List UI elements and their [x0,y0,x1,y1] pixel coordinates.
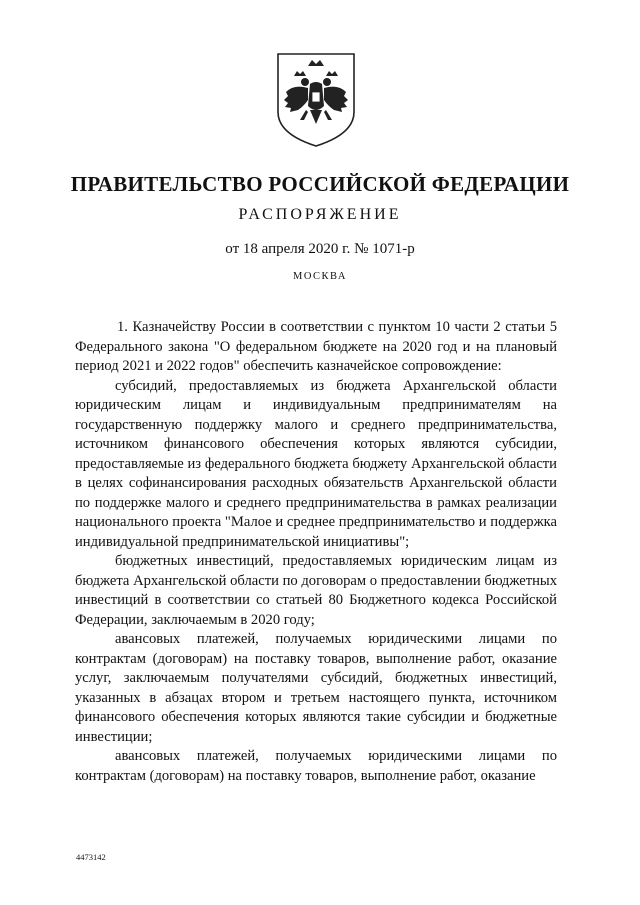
russian-coat-of-arms-icon [272,50,360,150]
paragraph-2: субсидий, предоставляемых из бюджета Архангельской области юридическим лицам и индивидуальным предпринимателям на государственную поддержку малого и среднего предпринимательства, источником финансового обеспечения которых являются субсидии, предоставляемые из федерального бюджета бюджету Архангельской области в целях софинансирования расходных обязательств Архангельской области по поддержке малого и среднего предпринимательства в рамках реализации национального проекта "Малое и среднее предпринимательство и поддержка индивидуальной предпринимательской инициативы"; [75,377,557,550]
document-date-number: от 18 апреля 2020 г. № 1071-р [225,241,415,257]
government-title: ПРАВИТЕЛЬСТВО РОССИЙСКОЙ ФЕДЕРАЦИИ [70,172,570,196]
document-code: 4473142 [76,852,106,862]
paragraph-5: авансовых платежей, получаемых юридическими лицами по контрактам (договорам) на поставку товаров, выполнение работ, оказание [75,748,557,784]
paragraph-3: бюджетных инвестиций, предоставляемых юридическим лицам из бюджета Архангельской области по договорам о предоставлении бюджетных инвестиций в соответствии со статьей 80 Бюджетного кодекса Российской Федерации, заключаемым в 2020 году; [75,553,557,628]
paragraph-1: 1. Казначейству России в соответствии с пунктом 10 части 2 статьи 5 Федерального закона "О федеральном бюджете на 2020 год и на плановый период 2021 и 2022 годов" обеспечить казначейское сопровождение: [75,319,557,374]
paragraph-4: авансовых платежей, получаемых юридическими лицами по контрактам (договорам) на поставку товаров, выполнение работ, оказание услуг, заключаемым получателями субсидий, бюджетных инвестиций, указанных в абзацах втором и третьем настоящего пункта, источником финансового обеспечения которых являются такие субсидии и бюджетные инвестиции; [75,631,557,745]
document-body [75,318,557,786]
document-city: МОСКВА [293,271,347,282]
document-type: РАСПОРЯЖЕНИЕ [238,206,402,223]
